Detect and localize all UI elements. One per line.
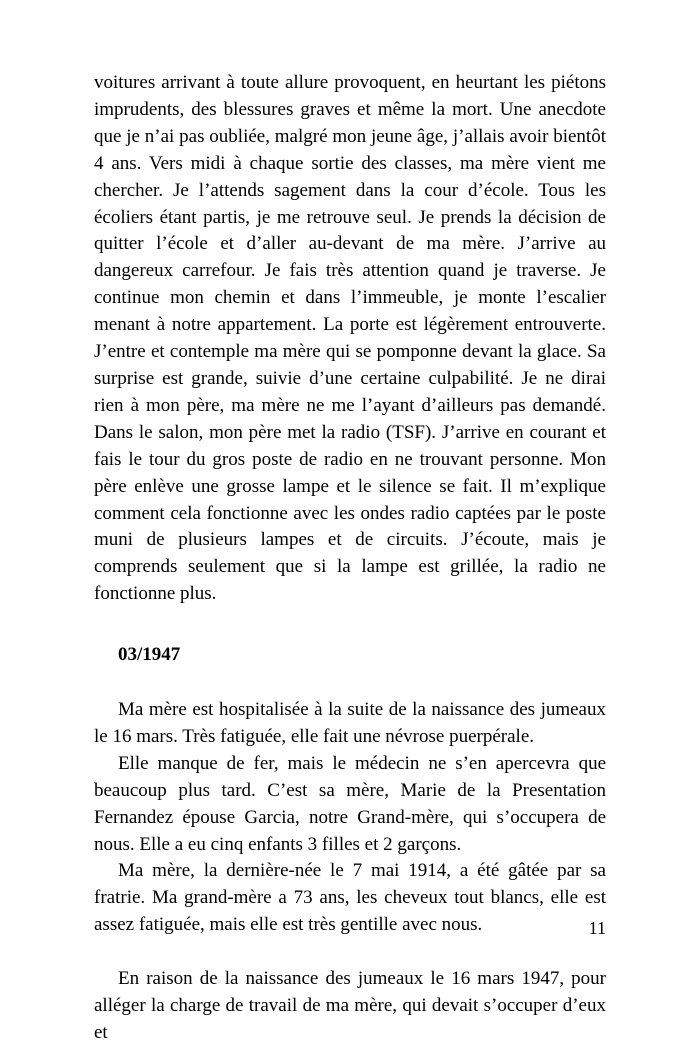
paragraph-continuation: voitures arrivant à toute allure provoquent, en heurtant les piétons imprudents, des blessures graves et même la mort. Une anecdote que je n’ai pas oubliée, malgré mon jeune âge, j’allais avoir bientôt 4 ans. Vers midi à chaque sortie des classes, ma mère vient me chercher. Je l’attends sagement dans la cour d’école. Tous les écoliers étant partis, je me retrouve seul. Je prends la décision de quitter l’école et d’aller au-devant de ma mère. J’arrive au dangereux carrefour. Je fais très attention quand je traverse. Je continue mon chemin et dans l’immeuble, je monte l’escalier menant à notre appartement. La porte est légèrement entrouverte. J’entre et contemple ma mère qui se pomponne devant la glace. Sa surprise est grande, suivie d’une certaine culpabilité. Je ne dirai rien à mon père, ma mère ne me l’ayant d’ailleurs pas demandé. Dans le salon, mon père met la radio (TSF). J’arrive en courant et fais le tour du gros poste de radio en ne trouvant personne. Mon père enlève une grosse lampe et le silence se fait. Il m’explique comment cela fonctionne avec les ondes radio captées par le poste muni de plusieurs lampes et de circuits. J’écoute, mais je comprends seulement que si la lampe est grillée, la radio ne fonctionne plus. — [94, 72, 606, 605]
section-heading-date: 03/1947 — [118, 644, 181, 666]
paragraph-grand-mere: Elle manque de fer, mais le médecin ne s’en apercevra que beaucoup plus tard. C’est sa mère, Marie de la Presentation Fernandez épouse Garcia, notre Grand-mère, qui s’occupera de nous. Elle a eu cinq enfants 3 filles et 2 garçons. — [94, 752, 606, 855]
paragraph-derniere-nee: Ma mère, la dernière-née le 7 mai 1914, a été gâtée par sa fratrie. Ma grand-mère a 73 ans, les cheveux tout blancs, elle est assez fatiguée, mais elle est très gentille avec nous. — [94, 860, 606, 936]
paragraph-hospitalisation: Ma mère est hospitalisée à la suite de la naissance des jumeaux le 16 mars. Très fatiguée, elle fait une névrose puerpérale. — [94, 699, 606, 747]
page-body — [94, 70, 606, 1047]
page-number: 11 — [588, 918, 606, 938]
paragraph-jumeaux: En raison de la naissance des jumeaux le 16 mars 1947, pour alléger la charge de travail de ma mère, qui devait s’occuper d’eux et — [94, 968, 606, 1043]
